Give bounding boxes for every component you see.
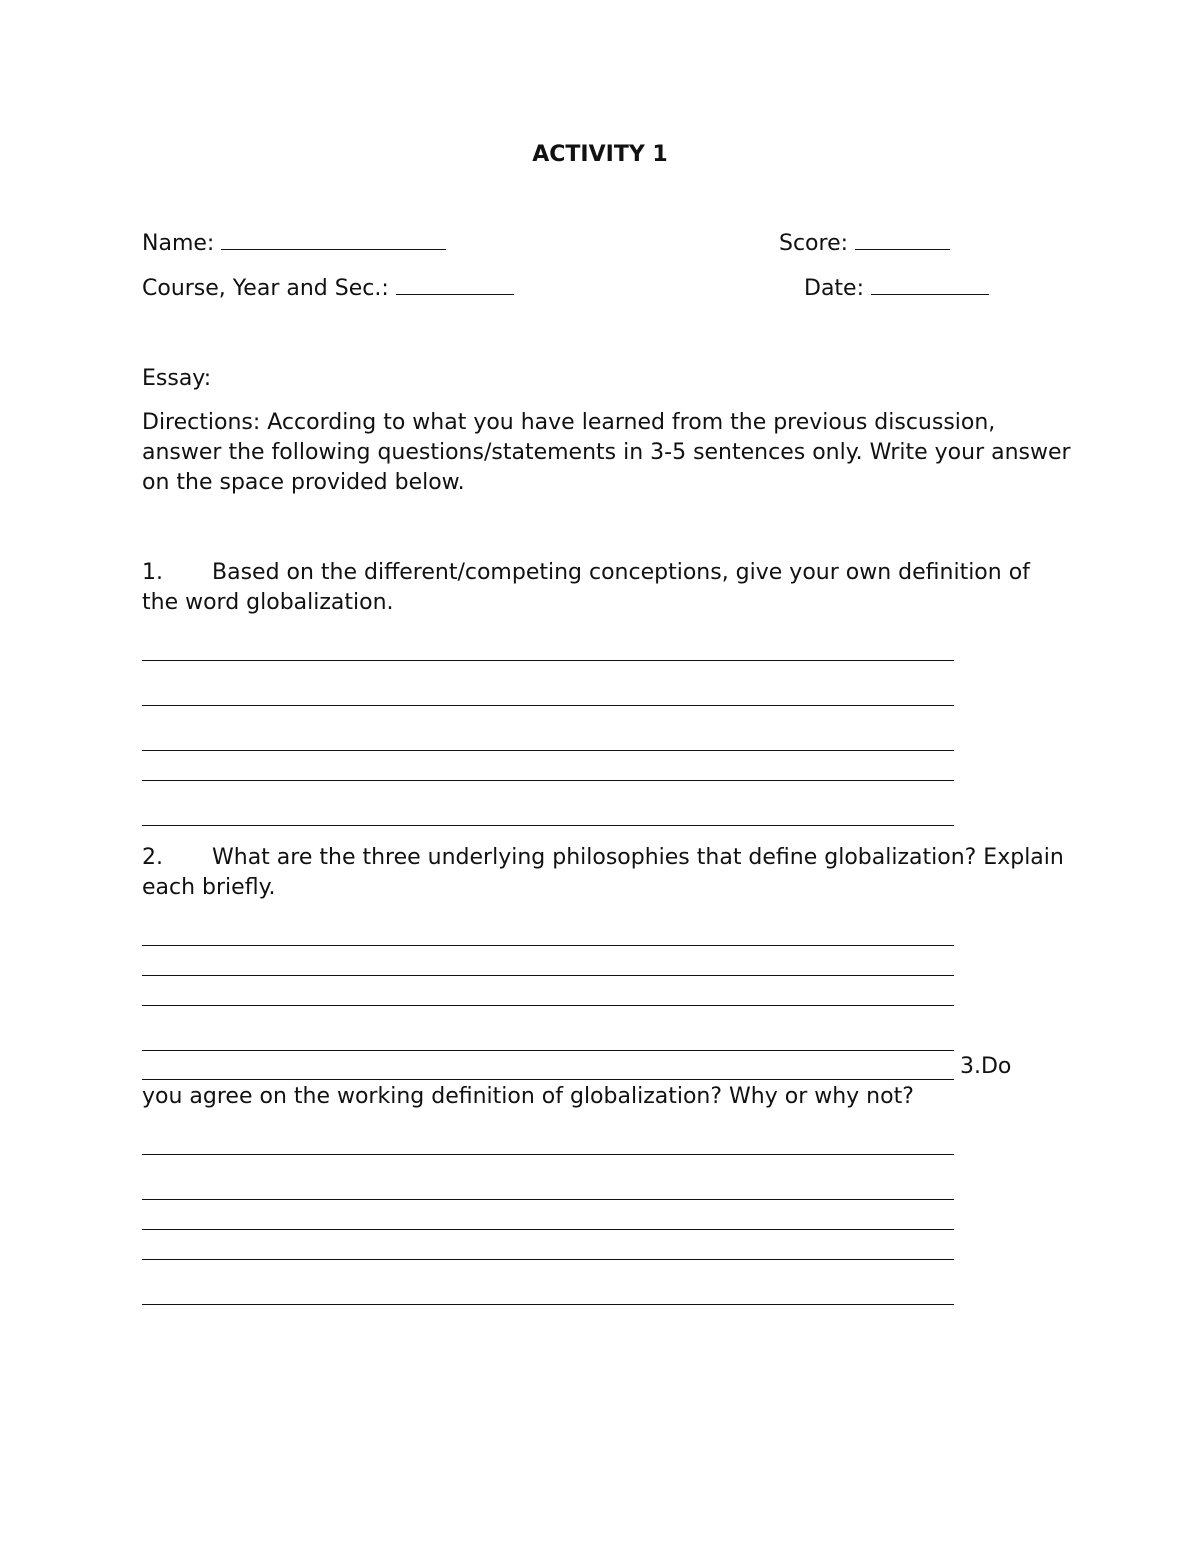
date-field — [804, 274, 989, 304]
answer-line[interactable] — [142, 975, 954, 976]
date-blank[interactable] — [871, 274, 989, 295]
answer-line[interactable] — [142, 1050, 954, 1051]
question-1 — [142, 558, 1072, 618]
course-label: Course, Year and Sec.: — [142, 276, 389, 301]
answer-line[interactable] — [142, 1229, 954, 1230]
answer-line[interactable] — [142, 1304, 954, 1305]
essay-label: Essay: — [142, 366, 212, 391]
answer-line[interactable] — [142, 1005, 954, 1006]
score-label: Score: — [779, 231, 849, 256]
question-text: What are the three underlying philosophies that define globalization? Explain each briefly. — [142, 845, 1064, 900]
answer-line[interactable] — [142, 1154, 954, 1155]
name-blank[interactable] — [221, 229, 446, 250]
answer-line[interactable] — [142, 1199, 954, 1200]
question-2 — [142, 843, 1072, 903]
date-label: Date: — [804, 276, 864, 301]
answer-line[interactable] — [142, 780, 954, 781]
question-number: 2. — [142, 845, 163, 870]
course-blank[interactable] — [396, 274, 514, 295]
name-field — [142, 229, 446, 259]
directions-text: Directions: According to what you have learned from the previous discussion, answer the following questions/statements in 3-5 sentences only. Write your answer on the space provided below. — [142, 410, 1071, 495]
course-field — [142, 274, 514, 304]
answer-line[interactable] — [142, 825, 954, 826]
question-3-text: you agree on the working definition of globalization? Why or why not? — [142, 1084, 914, 1109]
answer-line[interactable] — [142, 750, 954, 751]
score-field — [779, 229, 950, 259]
score-blank[interactable] — [855, 229, 950, 250]
answer-line[interactable] — [142, 1079, 954, 1080]
answer-line[interactable] — [142, 1259, 954, 1260]
name-label: Name: — [142, 231, 215, 256]
answer-line[interactable] — [142, 945, 954, 946]
question-number: 1. — [142, 560, 163, 585]
question-3-number: 3.Do — [960, 1054, 1012, 1079]
answer-line[interactable] — [142, 705, 954, 706]
question-text: Based on the different/competing conceptions, give your own definition of the word globalization. — [142, 560, 1030, 615]
answer-line[interactable] — [142, 660, 954, 661]
page-title: ACTIVITY 1 — [532, 142, 668, 167]
